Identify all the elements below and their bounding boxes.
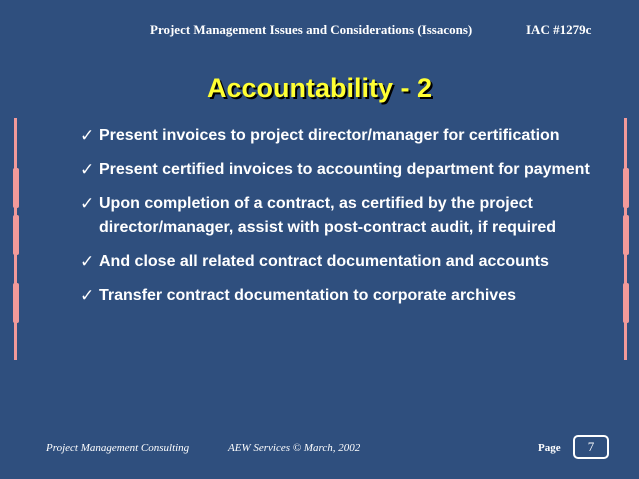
- footer-company: Project Management Consulting: [46, 442, 190, 454]
- right-accent-pip: [623, 215, 629, 255]
- page-number-box: 7: [573, 435, 609, 459]
- checkmark-icon: ✓: [80, 126, 95, 146]
- bullet-text: Upon completion of a contract, as certified by the project director/manager, assist with post-contract audit, if required: [99, 195, 556, 236]
- checkmark-icon: ✓: [80, 194, 95, 214]
- bullet-text: Present invoices to project director/manager for certification: [99, 127, 560, 144]
- bullet-item: [80, 284, 600, 308]
- right-accent-pip: [623, 283, 629, 323]
- checkmark-icon: ✓: [80, 252, 95, 272]
- bullet-item: [80, 192, 600, 240]
- bullet-list: [80, 124, 600, 318]
- checkmark-icon: ✓: [80, 160, 95, 180]
- header-code: IAC #1279c: [526, 22, 592, 37]
- left-accent-pip: [13, 283, 19, 323]
- slide-title: Accountability - 2: [206, 73, 433, 103]
- bullet-text: Transfer contract documentation to corporate archives: [99, 287, 516, 304]
- right-accent-pip: [623, 168, 629, 208]
- footer-copyright: AEW Services © March, 2002: [228, 442, 361, 454]
- header-title: Project Management Issues and Considerations (Issacons): [150, 22, 473, 37]
- left-accent-pip: [13, 168, 19, 208]
- bullet-text: And close all related contract documentation and accounts: [99, 253, 549, 270]
- bullet-item: [80, 158, 600, 182]
- bullet-item: [80, 250, 600, 274]
- checkmark-icon: ✓: [80, 286, 95, 306]
- bullet-text: Present certified invoices to accounting department for payment: [99, 161, 590, 178]
- left-accent-pip: [13, 215, 19, 255]
- page-label: Page: [538, 442, 561, 454]
- bullet-item: [80, 124, 600, 148]
